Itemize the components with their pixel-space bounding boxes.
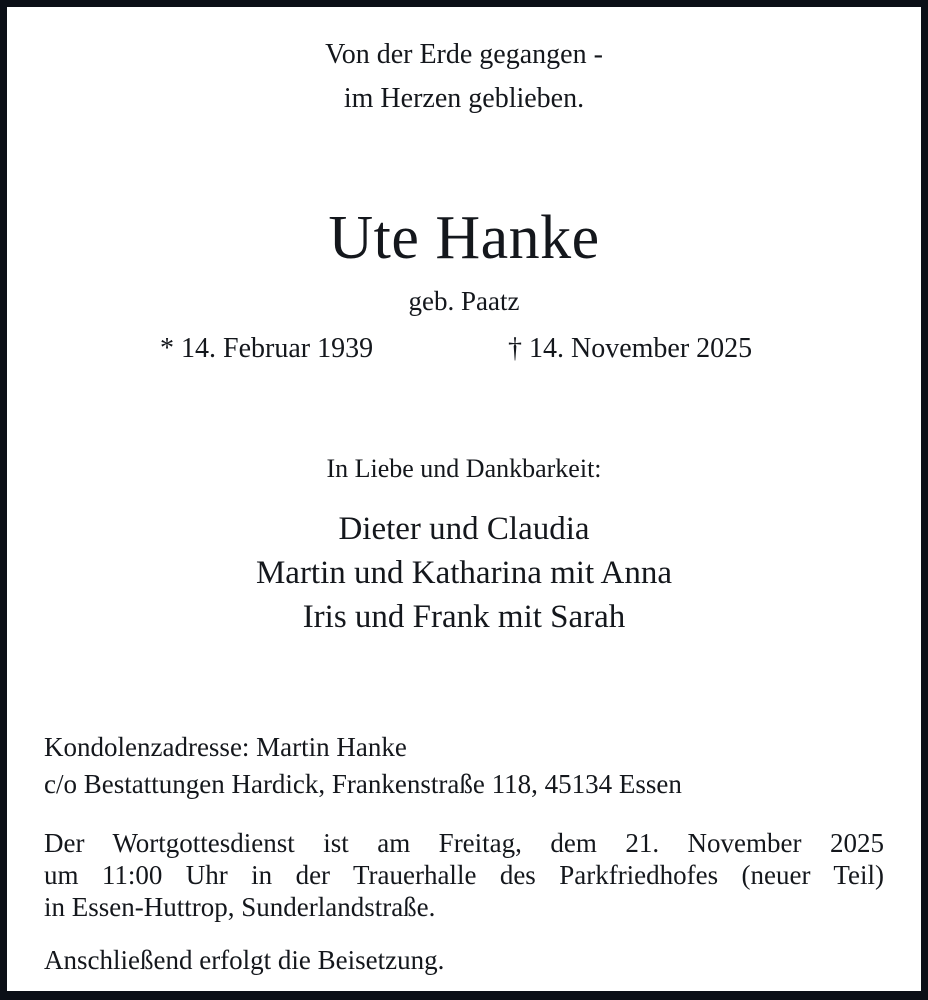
motto-line-1: Von der Erde gegangen - [325,39,603,70]
service-line: um 11:00 Uhr in der Trauerhalle des Parkfriedhofes (neuer Teil) [44,860,884,890]
obituary-notice [7,7,921,991]
mourners-list [7,507,921,639]
motto-line-2: im Herzen geblieben. [343,83,585,114]
mourner-line: Dieter und Claudia [338,511,590,547]
condolence-address [44,729,682,803]
motto [7,33,921,121]
condolence-line-2: c/o Bestattungen Hardick, Frankenstraße 118, 45134 Essen [44,769,682,799]
service-line: in Essen-Huttrop, Sunderlandstraße. [44,892,436,922]
mourners-intro: In Liebe und Dankbarkeit: [326,454,602,483]
service-line: Der Wortgottesdienst ist am Freitag, dem 21. November 2025 [44,828,884,858]
death-date: † 14. November 2025 [508,333,753,364]
burial-note: Anschließend erfolgt die Beisetzung. [44,945,445,975]
deceased-name: Ute Hanke [328,204,600,272]
service-details [44,827,884,923]
condolence-line-1: Kondolenzadresse: Martin Hanke [44,732,407,762]
maiden-name: geb. Paatz [408,286,520,316]
mourner-line: Martin und Katharina mit Anna [255,555,673,591]
birth-date: * 14. Februar 1939 [160,333,374,364]
mourner-line: Iris und Frank mit Sarah [302,599,626,635]
